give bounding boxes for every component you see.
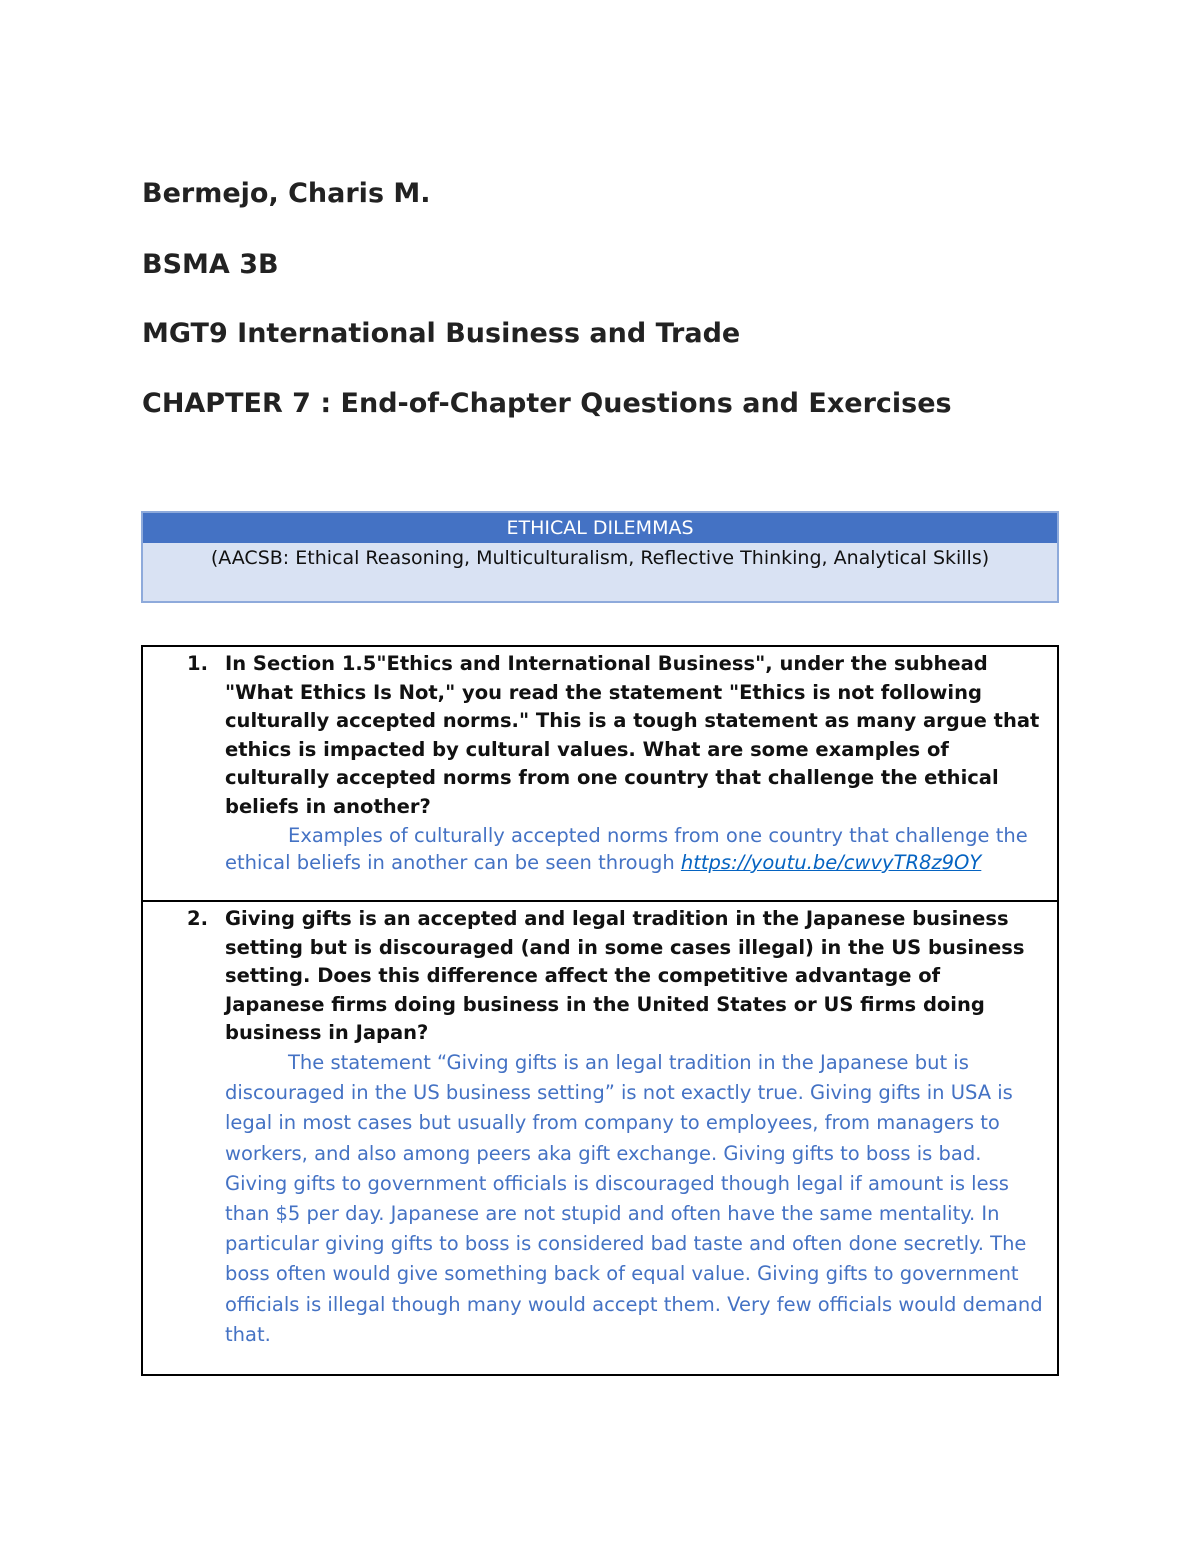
answer-text — [225, 822, 1045, 877]
student-section: BSMA 3B — [142, 249, 279, 280]
banner-subtitle: (AACSB: Ethical Reasoning, Multiculturalism, Reflective Thinking, Analytical Skills) — [143, 543, 1057, 601]
student-name: Bermejo, Charis M. — [142, 178, 431, 209]
answer-body: Examples of culturally accepted norms from one country that challenge the ethical beliefs in another can be seen through — [225, 823, 1028, 875]
course-title: MGT9 International Business and Trade — [142, 318, 741, 349]
video-link[interactable]: https://youtu.be/cwvyTR8z9OY — [680, 851, 982, 875]
banner-title: ETHICAL DILEMMAS — [143, 513, 1057, 543]
question-text: Giving gifts is an accepted and legal tradition in the Japanese business setting but is discouraged (and in some cases illegal) in the US business setting. Does this difference affect the competitive advantage of Japanese firms doing business in the United States or US firms doing business in Japan? — [225, 907, 1025, 1045]
ethical-dilemmas-banner — [141, 511, 1059, 603]
questions-table — [141, 645, 1059, 1376]
question-cell-1 — [143, 647, 1057, 900]
chapter-title: CHAPTER 7 : End-of-Chapter Questions and Exercises — [142, 388, 952, 419]
question-cell-2 — [143, 900, 1057, 1374]
question-number: 1. — [187, 652, 208, 675]
question-number: 2. — [187, 907, 208, 930]
question-text: In Section 1.5"Ethics and International Business", under the subhead "What Ethics Is Not," you read the statement "Ethics is not following culturally accepted norms." This is a tough statement as many argue that ethics is impacted by cultural values. What are some examples of culturally accepted norms from one country that challenge the ethical beliefs in another? — [225, 652, 1040, 818]
answer-text: The statement “Giving gifts is an legal tradition in the Japanese but is discouraged in the US business setting” is not exactly true. Giving gifts in USA is legal in most cases but usually from company to employees, from managers to workers, and also among peers aka gift exchange. Giving gifts to boss is bad. Giving gifts to government officials is discouraged though legal if amount is less than $5 per day. Japanese are not stupid and often have the same mentality. In particular giving gifts to boss is considered bad taste and often done secretly. The boss often would give something back of equal value. Giving gifts to government officials is illegal though many would accept them. Very few officials would demand that. — [225, 1050, 1043, 1346]
